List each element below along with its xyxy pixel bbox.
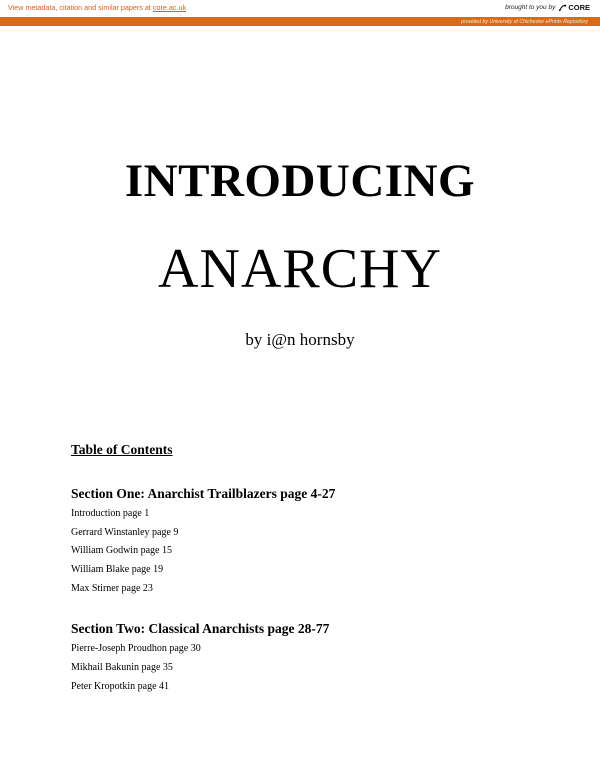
toc-heading: Table of Contents xyxy=(71,442,173,457)
core-metadata-notice xyxy=(8,3,186,12)
provider-text[interactable]: provided by University of Chichester ePrints Repository xyxy=(461,18,588,25)
section-one-heading: Section One: Anarchist Trailblazers page 4-27 xyxy=(71,486,336,501)
core-link[interactable]: core.ac.uk xyxy=(152,3,187,12)
core-logo[interactable] xyxy=(558,3,590,12)
toc-entry: Mikhail Bakunin page 35 xyxy=(71,662,173,673)
title-line-1: INTRODUCING xyxy=(124,155,476,207)
toc-entry: Introduction page 1 xyxy=(71,508,150,519)
toc-entry: Gerrard Winstanley page 9 xyxy=(71,527,179,538)
section-two-heading: Section Two: Classical Anarchists page 28-77 xyxy=(71,621,330,636)
core-logo-text: CORE xyxy=(568,3,590,12)
core-provider-bar xyxy=(0,17,600,26)
toc-entry: William Godwin page 15 xyxy=(71,545,172,556)
toc-entry: Max Stirner page 23 xyxy=(71,583,153,594)
toc-entry: Pierre-Joseph Proudhon page 30 xyxy=(71,643,201,654)
toc-entry: William Blake page 19 xyxy=(71,564,164,575)
core-header xyxy=(0,0,600,17)
toc-entry: Peter Kropotkin page 41 xyxy=(71,681,170,692)
core-logo-icon xyxy=(558,3,567,12)
author-byline: by i@n hornsby xyxy=(245,330,355,349)
core-metadata-text: View metadata, citation and similar papers at xyxy=(8,3,153,12)
title-line-2: ANARCHY xyxy=(158,238,442,300)
brought-by-text: brought to you by xyxy=(505,4,556,11)
core-brand[interactable] xyxy=(505,3,590,12)
